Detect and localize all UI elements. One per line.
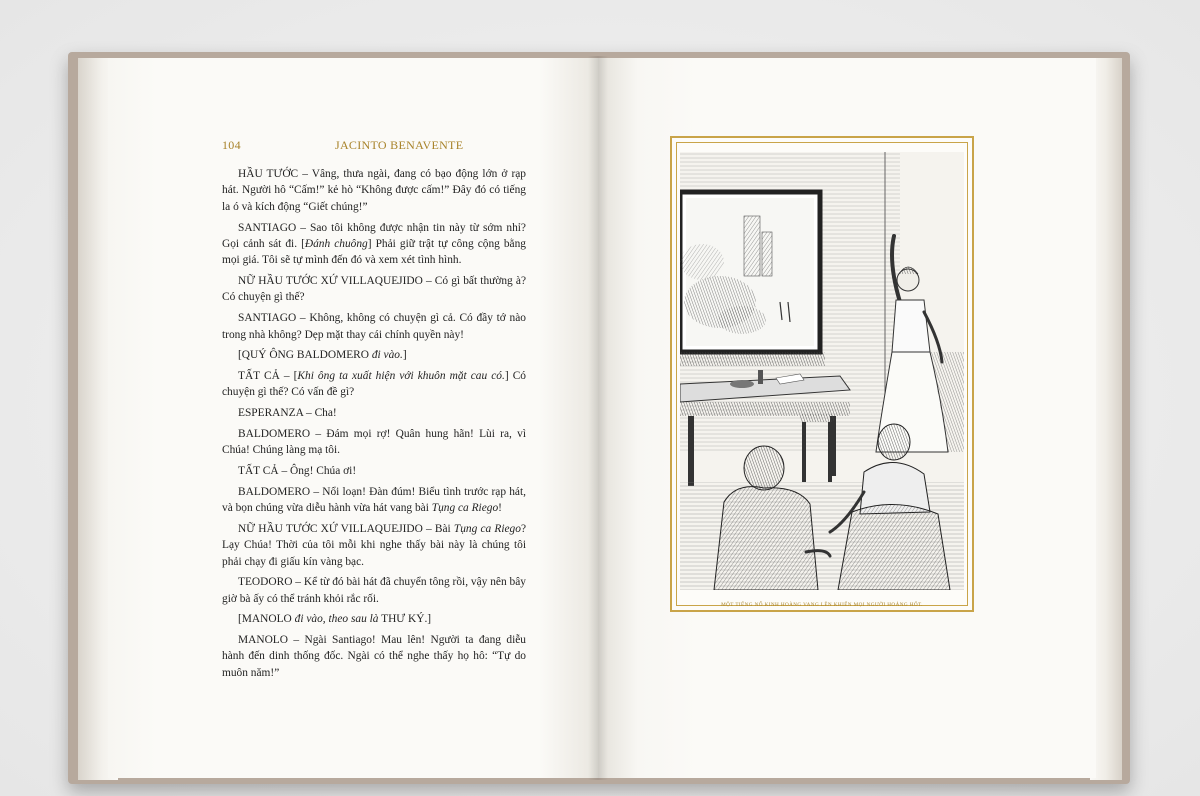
book-gutter: [588, 56, 608, 780]
paragraph: MANOLO – Ngài Santiago! Mau lên! Người ta đang diễu hành đến dinh thống đốc. Ngài có thể nghe thấy họ hô: “Tự do muôn năm!”: [222, 634, 526, 679]
paragraph: SANTIAGO – Sao tôi không được nhận tin này từ sớm nhỉ? Gọi cảnh sát đi. [Đánh chuông] Phải giữ trật tự công cộng bằng mọi giá. Tôi sẽ tự mình đến đó và xem xét tình hình.: [222, 221, 527, 267]
paragraph: BALDOMERO – Nổi loạn! Đàn đúm! Biểu tình trước rạp hát, và bọn chúng vừa diễu hành vừa hát vang bài Tụng ca Riego!: [222, 485, 526, 514]
running-head: [222, 138, 522, 154]
paragraph: NỮ HẦU TƯỚC XỨ VILLAQUEJIDO – Bài Tụng ca Riego? Lạy Chúa! Thời của tôi mỗi khi nghe thấy bài này là chúng tôi phải chạy đi giấu kín vàng bạc.: [222, 522, 526, 568]
illustration-frame: [670, 136, 974, 612]
stage-direction: [MANOLO đi vào, theo sau là THƯ KÝ.]: [238, 613, 432, 626]
page-text: [222, 166, 526, 686]
paragraph: HẦU TƯỚC – Vâng, thưa ngài, đang có bạo động lớn ở rạp hát. Người hô “Cấm!” kẻ hò “Không được cấm!” Đây đó có tiếng la ó và kích động “Giết chúng!”: [222, 168, 526, 213]
paragraph: SANTIAGO – Không, không có chuyện gì cả. Có đầy tớ nào trong nhà không? Dẹp mặt thay cái chính quyền này!: [222, 312, 526, 341]
paragraph: NỮ HẦU TƯỚC XỨ VILLAQUEJIDO – Có gì bất thường à? Có chuyện gì thế?: [222, 275, 526, 304]
paragraph: TEODORO – Kể từ đó bài hát đã chuyển tông rồi, vậy nên bây giờ bà ấy có thể tránh khỏi rắc rối.: [222, 576, 526, 605]
paragraph: TẤT CẢ – Ông! Chúa ơi!: [238, 464, 357, 477]
illustration-caption: MỘT TIẾNG NỔ KINH HOÀNG VANG LÊN KHIẾN MỌI NGƯỜI HOẢNG HỐT.: [721, 602, 923, 608]
paragraph: TẤT CẢ – [Khi ông ta xuất hiện với khuôn mặt cau có.] Có chuyện gì thế? Có vấn đề gì?: [222, 369, 526, 399]
author-name: JACINTO BENAVENTE: [335, 138, 464, 152]
illustration-engraving: [680, 152, 964, 590]
paragraph: BALDOMERO – Đám mọi rợ! Quân hung hãn! Lùi ra, vì Chúa! Chúng làng mạ tôi.: [222, 427, 526, 457]
page-number: 104: [222, 138, 241, 152]
paragraph: ESPERANZA – Cha!: [238, 407, 337, 420]
stage-direction: [QUÝ ÔNG BALDOMERO đi vào.]: [238, 349, 407, 362]
